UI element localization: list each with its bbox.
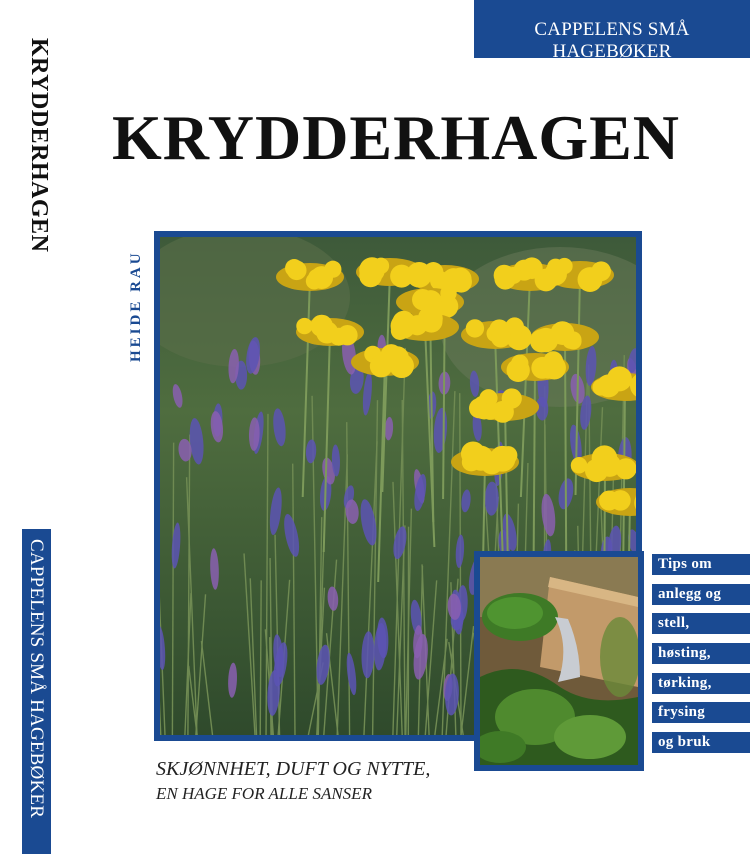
author-name bbox=[124, 230, 150, 370]
inset-photo-frame bbox=[474, 551, 644, 771]
tip-line-4: høsting, bbox=[652, 643, 750, 664]
tip-line-7: og bruk bbox=[652, 732, 750, 753]
tip-line-5: tørking, bbox=[652, 673, 750, 694]
tips-list bbox=[652, 554, 750, 762]
subtitle-line-2: EN HAGE FOR ALLE SANSER bbox=[156, 784, 372, 803]
tip-line-2: anlegg og bbox=[652, 584, 750, 605]
author-name-text: HEIDE RAU bbox=[128, 250, 144, 362]
spine-title bbox=[24, 38, 54, 253]
book-title: KRYDDERHAGEN bbox=[112, 102, 680, 173]
tip-line-3: stell, bbox=[652, 613, 750, 634]
tip-line-6: frysing bbox=[652, 702, 750, 723]
series-banner-text: CAPPELENS SMÅ HAGEBØKER bbox=[534, 19, 690, 62]
spine-series-band bbox=[22, 529, 51, 854]
series-banner bbox=[474, 0, 750, 62]
inset-photo bbox=[480, 557, 638, 765]
subtitle bbox=[156, 756, 430, 806]
spine-series-text: CAPPELENS SMÅ HAGEBØKER bbox=[26, 539, 47, 819]
spine-title-text: KRYDDERHAGEN bbox=[26, 38, 52, 253]
tip-line-1: Tips om bbox=[652, 554, 750, 575]
subtitle-line-1: SKJØNNHET, DUFT OG NYTTE, bbox=[156, 758, 431, 780]
